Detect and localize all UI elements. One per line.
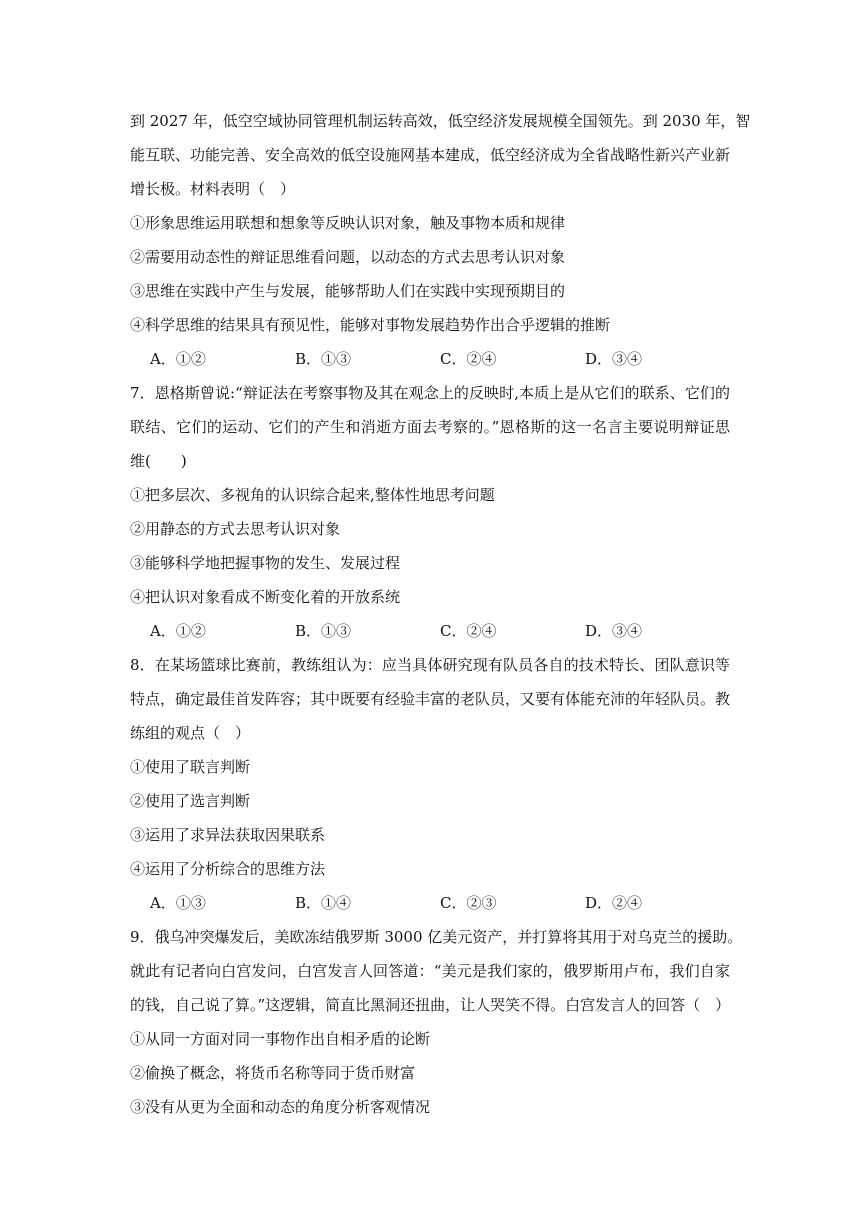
- question-8: [130, 648, 730, 920]
- q7-item-3: ③能够科学地把握事物的发生、发展过程: [130, 554, 401, 572]
- q7-stem-line-2: 联结、它们的运动、它们的产生和消逝方面去考察的。”恩格斯的这一名言主要说明辩证思: [130, 418, 730, 436]
- q6-item-1: ①形象思维运用联想和想象等反映认识对象，触及事物本质和规律: [130, 214, 566, 232]
- q9-item-3: ③没有从更为全面和动态的角度分析客观情况: [130, 1098, 431, 1116]
- q8-item-4: ④运用了分析综合的思维方法: [130, 860, 326, 878]
- q7-stem-line-1: 7．恩格斯曾说:“辩证法在考察事物及其在观念上的反映时,本质上是从它们的联系、它们的: [130, 384, 730, 402]
- exam-page: [130, 104, 751, 1124]
- q6-item-4: ④科学思维的结果具有预见性，能够对事物发展趋势作出合乎逻辑的推断: [130, 316, 611, 334]
- q8-options: [130, 886, 730, 920]
- q6-option-c: C．②④: [440, 350, 497, 368]
- question-9: [130, 920, 743, 1124]
- q7-item-1: ①把多层次、多视角的认识综合起来,整体性地思考问题: [130, 486, 495, 504]
- question-6-continuation: [130, 104, 751, 376]
- q9-item-1: ①从同一方面对同一事物作出自相矛盾的论断: [130, 1030, 431, 1048]
- q8-stem-line-1: 8．在某场篮球比赛前，教练组认为：应当具体研究现有队员各自的技术特长、团队意识等: [130, 656, 730, 674]
- q7-item-2: ②用静态的方式去思考认识对象: [130, 520, 341, 538]
- q6-stem-line-2: 能互联、功能完善、安全高效的低空设施网基本建成，低空经济成为全省战略性新兴产业新: [130, 146, 731, 164]
- q8-option-c: C．②③: [440, 894, 497, 912]
- q9-stem-line-1: 9．俄乌冲突爆发后，美欧冻结俄罗斯 3000 亿美元资产，并打算将其用于对乌克兰的援助。: [130, 928, 743, 946]
- q8-item-1: ①使用了联言判断: [130, 758, 251, 776]
- q7-option-a: A．①②: [150, 622, 206, 640]
- question-7: [130, 376, 730, 648]
- q8-option-d: D．②④: [585, 894, 643, 912]
- q6-item-2: ②需要用动态性的辩证思维看问题，以动态的方式去思考认识对象: [130, 248, 566, 266]
- q7-option-c: C．②④: [440, 622, 497, 640]
- q9-stem-line-2: 就此有记者向白宫发问，白宫发言人回答道：“美元是我们家的，俄罗斯用卢布，我们自家: [130, 962, 730, 980]
- q6-stem-line-3: 增长极。材料表明（ ）: [130, 180, 296, 198]
- q7-option-b: B．①③: [295, 622, 352, 640]
- q8-item-3: ③运用了求异法获取因果联系: [130, 826, 326, 844]
- q9-item-2: ②偷换了概念，将货币名称等同于货币财富: [130, 1064, 416, 1082]
- q8-item-2: ②使用了选言判断: [130, 792, 251, 810]
- q7-options: [130, 614, 730, 648]
- q8-option-b: B．①④: [295, 894, 352, 912]
- q6-option-a: A．①②: [150, 350, 206, 368]
- q7-item-4: ④把认识对象看成不断变化着的开放系统: [130, 588, 401, 606]
- q6-option-b: B．①③: [295, 350, 352, 368]
- q8-stem-line-2: 特点，确定最佳首发阵容；其中既要有经验丰富的老队员，又要有体能充沛的年轻队员。教: [130, 690, 731, 708]
- q9-stem-line-3: 的钱，自己说了算。”这逻辑，简直比黑洞还扭曲，让人哭笑不得。白宫发言人的回答（ ）: [130, 996, 731, 1014]
- q6-stem-line-1: 到 2027 年，低空空域协同管理机制运转高效，低空经济发展规模全国领先。到 2030 年，智: [130, 112, 751, 130]
- q6-item-3: ③思维在实践中产生与发展，能够帮助人们在实践中实现预期目的: [130, 282, 566, 300]
- q8-stem-line-3: 练组的观点（ ）: [130, 724, 251, 742]
- q6-options: [130, 342, 730, 376]
- q7-option-d: D．③④: [585, 622, 643, 640]
- q8-option-a: A．①③: [150, 894, 206, 912]
- q6-option-d: D．③④: [585, 350, 643, 368]
- q7-stem-line-3: 维( ): [130, 452, 187, 470]
